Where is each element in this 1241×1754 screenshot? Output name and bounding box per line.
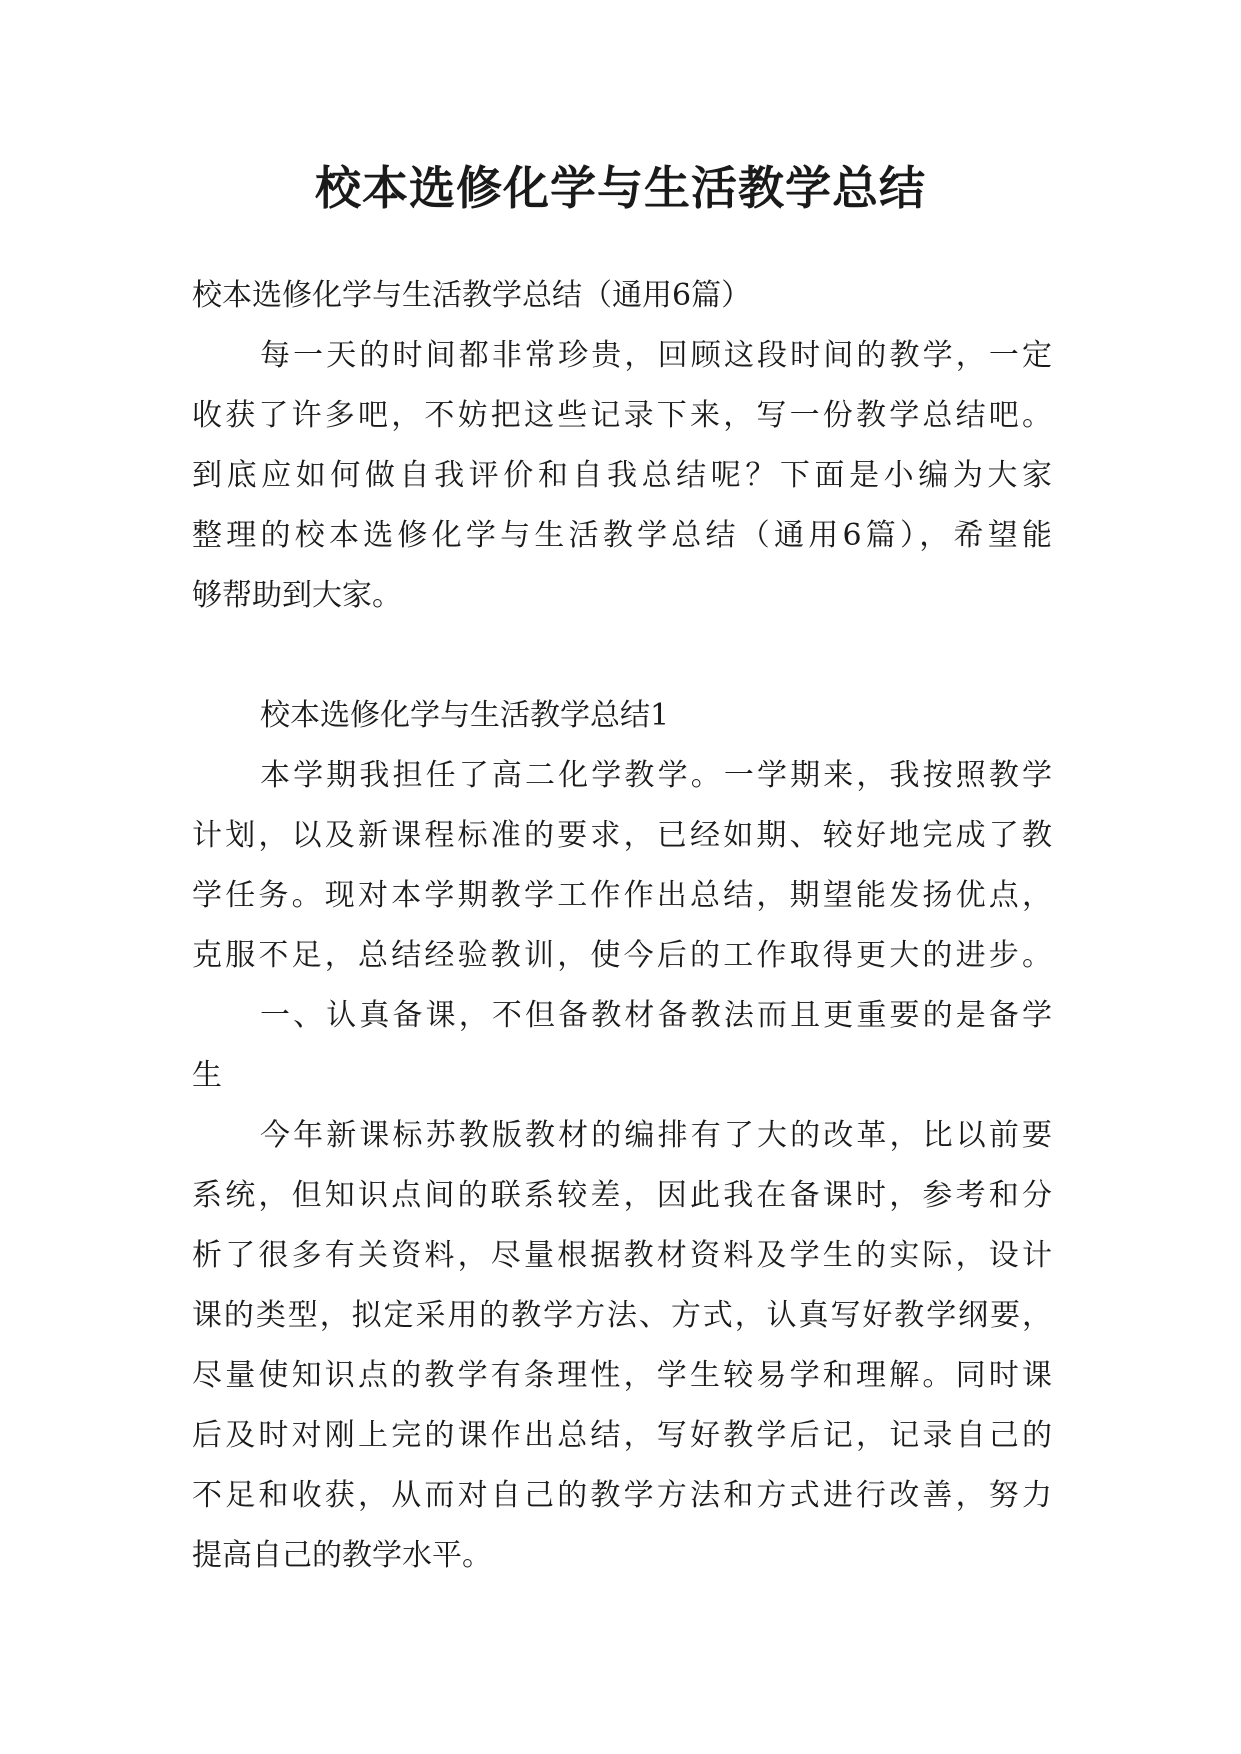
section-heading: 校本选修化学与生活教学总结1 — [260, 698, 670, 733]
paragraph-line: 提高自己的教学水平。 — [192, 1538, 492, 1573]
paragraph-line: 课的类型，拟定采用的教学方法、方式，认真写好教学纲要， — [192, 1298, 1052, 1333]
point-heading-line: 一、认真备课，不但备教材备教法而且更重要的是备学 — [260, 998, 1052, 1033]
document-body — [192, 266, 1052, 1586]
paragraph-line: 系统，但知识点间的联系较差，因此我在备课时，参考和分 — [192, 1178, 1052, 1213]
paragraph-line: 克服不足，总结经验教训，使今后的工作取得更大的进步。 — [192, 938, 1052, 973]
document-subtitle: 校本选修化学与生活教学总结（通用6篇） — [192, 278, 752, 313]
intro-line: 整理的校本选修化学与生活教学总结（通用6篇），希望能 — [192, 518, 1052, 553]
point-heading-line: 生 — [192, 1058, 222, 1093]
paragraph-line: 不足和收获，从而对自己的教学方法和方式进行改善，努力 — [192, 1478, 1052, 1513]
paragraph-line: 计划，以及新课程标准的要求，已经如期、较好地完成了教 — [192, 818, 1052, 853]
intro-line: 收获了许多吧，不妨把这些记录下来，写一份教学总结吧。 — [192, 398, 1052, 433]
intro-line: 到底应如何做自我评价和自我总结呢？下面是小编为大家 — [192, 458, 1052, 493]
paragraph-line: 本学期我担任了高二化学教学。一学期来，我按照教学 — [260, 758, 1052, 793]
paragraph-line: 析了很多有关资料，尽量根据教材资料及学生的实际，设计 — [192, 1238, 1052, 1273]
paragraph-spacer — [192, 626, 1052, 686]
paragraph-line: 今年新课标苏教版教材的编排有了大的改革，比以前要 — [260, 1118, 1052, 1153]
paragraph-line: 尽量使知识点的教学有条理性，学生较易学和理解。同时课 — [192, 1358, 1052, 1393]
document-title: 校本选修化学与生活教学总结 — [315, 161, 926, 215]
paragraph-line: 后及时对刚上完的课作出总结，写好教学后记，记录自己的 — [192, 1418, 1052, 1453]
intro-line: 够帮助到大家。 — [192, 578, 402, 613]
paragraph-line: 学任务。现对本学期教学工作作出总结，期望能发扬优点， — [192, 878, 1052, 913]
intro-line: 每一天的时间都非常珍贵，回顾这段时间的教学，一定 — [260, 338, 1052, 373]
